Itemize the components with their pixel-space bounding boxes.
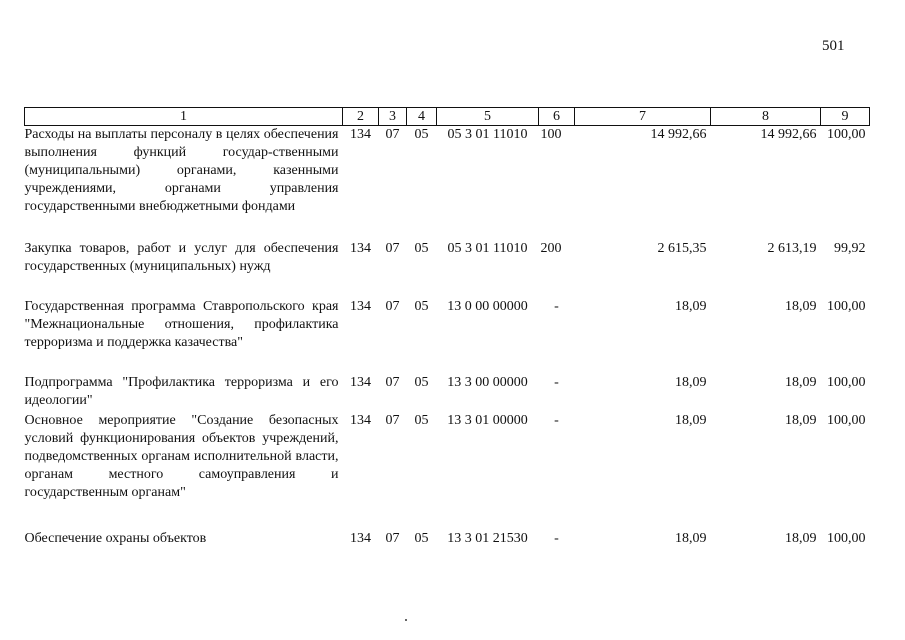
- header-cell-8: 8: [711, 108, 821, 126]
- row-ved: 134: [350, 127, 371, 142]
- row-csr: 05 3 01 11010: [447, 240, 528, 256]
- header-cell-4: 4: [407, 108, 437, 126]
- row-csr: 13 3 01 00000: [447, 412, 528, 428]
- row-rz: 07: [385, 412, 400, 428]
- row-plan: 18,09: [675, 298, 707, 314]
- header-cell-2: 2: [343, 108, 379, 126]
- page-number: 501: [822, 38, 845, 54]
- row-description: Основное мероприятие "Создание безопасных условий функционирования объектов учреждений, подведомственных органам исполнительной власти, органам местного самоуправления и государственным органам": [24, 412, 339, 500]
- budget-table: [24, 107, 870, 552]
- row-fact: 2 613,19: [767, 240, 817, 256]
- row-ved: 134: [350, 374, 371, 390]
- table-row: [25, 126, 870, 240]
- header-cell-3: 3: [379, 108, 407, 126]
- header-cell-1: 1: [25, 108, 343, 126]
- row-pr: 05: [414, 530, 429, 546]
- row-csr: 13 0 00 00000: [447, 298, 528, 314]
- row-percent: 99,92: [834, 240, 866, 256]
- header-cell-5: 5: [437, 108, 539, 126]
- row-ved: 134: [350, 298, 371, 314]
- row-percent: 100,00: [827, 298, 866, 314]
- row-rz: 07: [385, 374, 400, 390]
- row-csr: 13 3 00 00000: [447, 374, 528, 390]
- table-row: [25, 530, 870, 552]
- header-row: [25, 108, 870, 126]
- row-fact: 14 992,66: [760, 127, 817, 142]
- row-plan: 14 992,66: [650, 127, 707, 142]
- row-rz: 07: [385, 240, 400, 256]
- row-fact: 18,09: [785, 374, 817, 390]
- row-percent: 100,00: [827, 412, 866, 428]
- header-cell-9: 9: [821, 108, 870, 126]
- row-pr: 05: [414, 374, 429, 390]
- row-fact: 18,09: [785, 298, 817, 314]
- row-rz: 07: [385, 127, 400, 142]
- row-pr: 05: [414, 240, 429, 256]
- row-vr: -: [554, 530, 559, 546]
- header-cell-6: 6: [539, 108, 575, 126]
- row-pr: 05: [414, 127, 429, 142]
- row-description: Государственная программа Ставропольского края "Межнациональные отношения, профилактика терроризма и поддержка казачества": [24, 298, 339, 350]
- row-percent: 100,00: [827, 374, 866, 390]
- table-row: [25, 412, 870, 530]
- row-rz: 07: [385, 298, 400, 314]
- row-plan: 18,09: [675, 530, 707, 546]
- row-pr: 05: [414, 412, 429, 428]
- header-cell-7: 7: [575, 108, 711, 126]
- row-csr: 05 3 01 11010: [447, 127, 528, 142]
- row-vr: -: [554, 298, 559, 314]
- table-row: [25, 298, 870, 374]
- row-csr: 13 3 01 21530: [447, 530, 528, 546]
- row-plan: 2 615,35: [657, 240, 707, 256]
- table-row: [25, 374, 870, 412]
- row-description: Закупка товаров, работ и услуг для обеспечения государственных (муниципальных) нужд: [24, 240, 339, 274]
- row-vr: 100: [540, 127, 562, 142]
- scan-speck: [405, 619, 407, 621]
- row-ved: 134: [350, 530, 371, 546]
- row-rz: 07: [385, 530, 400, 546]
- row-fact: 18,09: [785, 530, 817, 546]
- row-pr: 05: [414, 298, 429, 314]
- row-vr: -: [554, 374, 559, 390]
- row-percent: 100,00: [827, 530, 866, 546]
- row-plan: 18,09: [675, 374, 707, 390]
- table-row: [25, 240, 870, 298]
- row-ved: 134: [350, 240, 371, 256]
- row-fact: 18,09: [785, 412, 817, 428]
- row-description: Подпрограмма "Профилактика терроризма и его идеологии": [24, 374, 339, 408]
- row-vr: -: [554, 412, 559, 428]
- row-description: Обеспечение охраны объектов: [24, 530, 207, 546]
- row-vr: 200: [540, 240, 562, 256]
- row-percent: 100,00: [827, 127, 866, 142]
- row-ved: 134: [350, 412, 371, 428]
- row-plan: 18,09: [675, 412, 707, 428]
- row-description: Расходы на выплаты персоналу в целях обеспечения выполнения функций государ-ственными (муниципальными) органами, казенными учреждениями, органами управления государственными внебюджетными фондами: [24, 127, 339, 214]
